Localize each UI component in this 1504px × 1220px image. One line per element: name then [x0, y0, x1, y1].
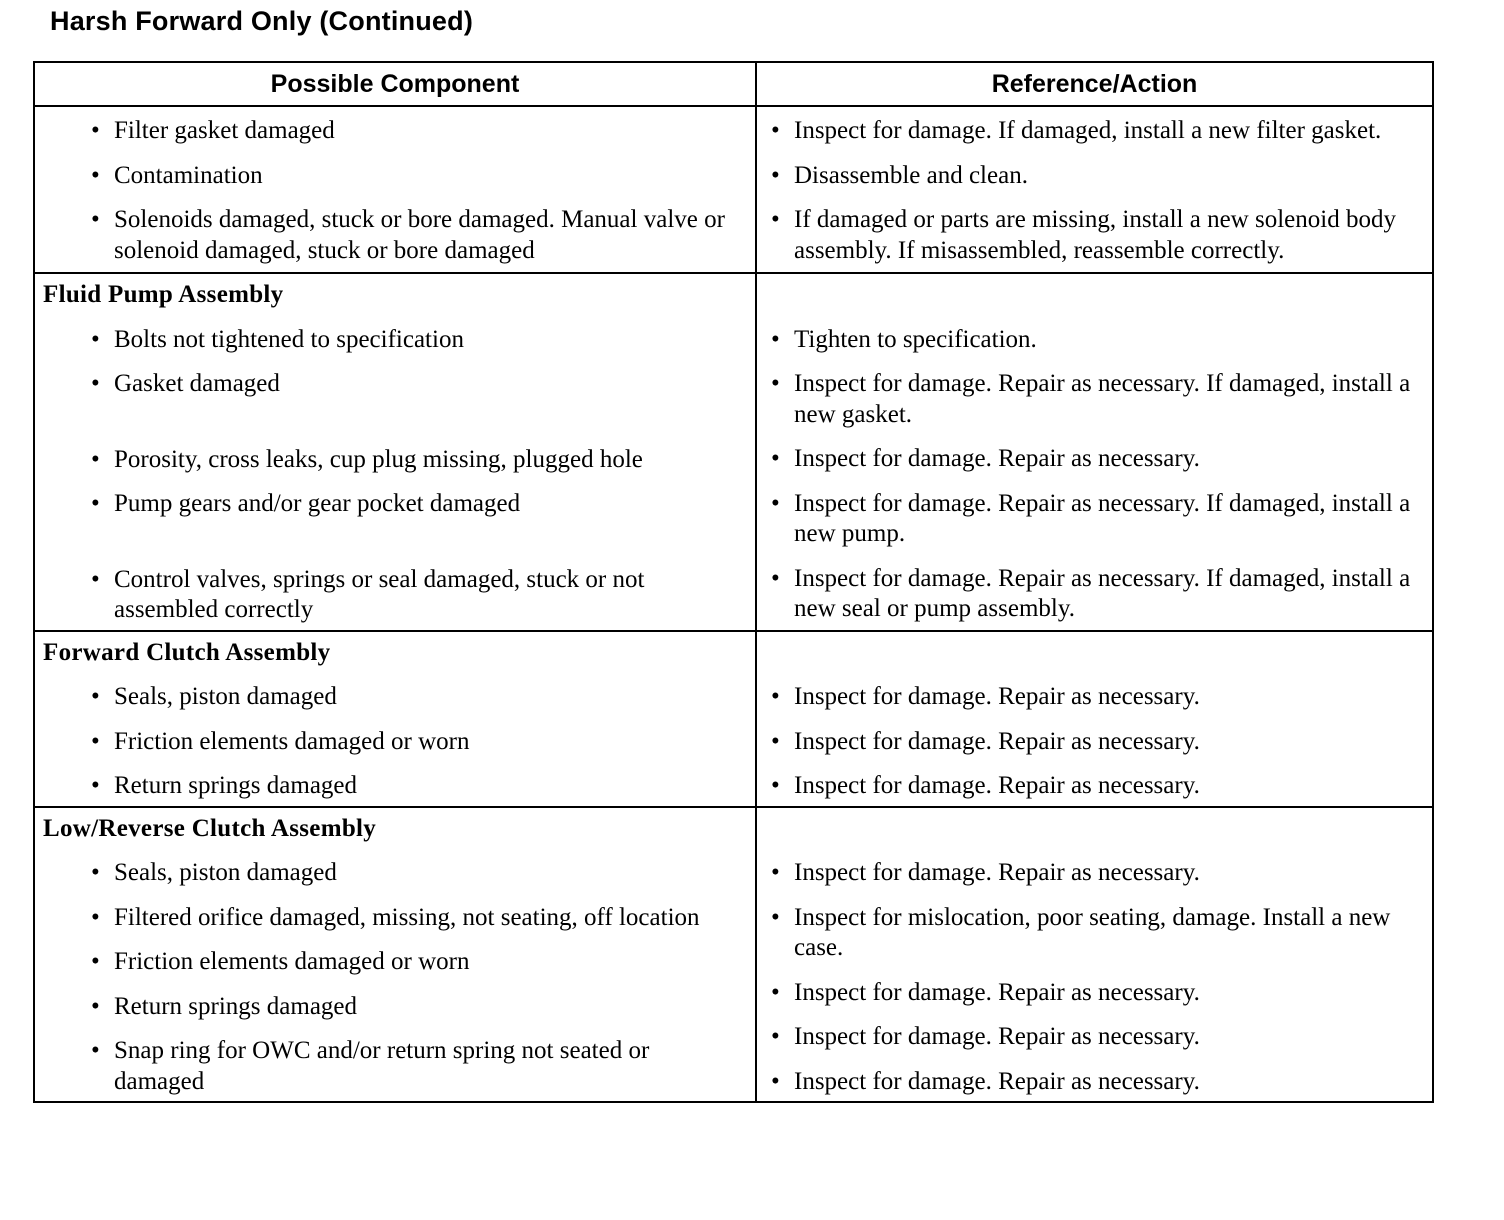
bullet-icon: •	[91, 772, 100, 799]
list-item: • Inspect for damage. Repair as necessary.	[757, 444, 1432, 475]
list-item: • Disassemble and clean.	[757, 161, 1432, 192]
column-header-component: Possible Component	[34, 62, 756, 106]
action-cell	[756, 273, 1433, 631]
bullet-icon: •	[91, 325, 100, 353]
section-heading-spacer	[757, 280, 1432, 311]
diagnosis-table	[33, 61, 1434, 1103]
bullet-icon: •	[91, 370, 100, 397]
list-item: • Inspect for damage. Repair as necessary.	[757, 858, 1432, 889]
list-item: • Return springs damaged	[35, 992, 755, 1023]
bullet-icon: •	[771, 564, 780, 592]
list-item: • Inspect for damage. Repair as necessary. If damaged, install a new gasket.	[771, 370, 1411, 428]
bullet-icon: •	[771, 727, 780, 755]
bullet-icon: •	[771, 445, 780, 472]
list-item: • Gasket damaged	[35, 369, 755, 400]
list-item: • Solenoids damaged, stuck or bore damaged. Manual valve or solenoid damaged, stuck or bore damaged	[91, 206, 725, 264]
component-cell	[34, 807, 756, 1103]
bullet-icon: •	[91, 1037, 100, 1064]
list-item: • Inspect for damage. If damaged, install a new filter gasket.	[757, 116, 1432, 147]
section-heading: Fluid Pump Assembly	[43, 281, 284, 308]
list-item: • Control valves, springs or seal damaged, stuck or not assembled correctly	[91, 565, 645, 623]
list-item: • Inspect for mislocation, poor seating, damage. Install a new case.	[771, 903, 1391, 961]
list-item: • Return springs damaged	[35, 771, 755, 802]
list-item: • Inspect for damage. Repair as necessary. If damaged, install a new seal or pump assembly.	[771, 564, 1411, 622]
list-item: • Inspect for damage. Repair as necessary. If damaged, install a new pump.	[771, 489, 1411, 547]
list-item: • Tighten to specification.	[757, 325, 1432, 356]
page-title: Harsh Forward Only (Continued)	[50, 6, 474, 36]
table-section	[34, 631, 1433, 807]
bullet-icon: •	[91, 859, 100, 886]
bullet-icon: •	[771, 903, 780, 931]
bullet-icon: •	[771, 325, 780, 353]
list-item: • Contamination	[35, 161, 755, 192]
list-item: • Porosity, cross leaks, cup plug missing, plugged hole	[35, 445, 755, 476]
bullet-icon: •	[91, 161, 100, 189]
bullet-icon: •	[91, 948, 100, 975]
bullet-icon: •	[771, 370, 780, 397]
list-item: • Friction elements damaged or worn	[35, 727, 755, 758]
list-item: • Inspect for damage. Repair as necessary.	[757, 978, 1432, 1009]
bullet-icon: •	[91, 565, 100, 593]
list-item: • Snap ring for OWC and/or return spring not seated or damaged	[91, 1037, 650, 1095]
list-item: • Bolts not tightened to specification	[35, 325, 755, 356]
table-section	[34, 807, 1433, 1103]
section-heading-spacer	[757, 638, 1432, 669]
list-item: • Seals, piston damaged	[35, 682, 755, 713]
bullet-icon: •	[91, 727, 100, 755]
bullet-icon: •	[771, 206, 780, 233]
bullet-icon: •	[771, 683, 780, 710]
list-item: • Filtered orifice damaged, missing, not seating, off location	[35, 903, 755, 934]
bullet-icon: •	[771, 161, 780, 189]
bullet-icon: •	[771, 859, 780, 886]
list-item: • Friction elements damaged or worn	[35, 947, 755, 978]
bullet-icon: •	[91, 683, 100, 710]
bullet-icon: •	[771, 489, 780, 517]
component-cell	[34, 631, 756, 807]
table-header-row	[34, 62, 1433, 106]
bullet-icon: •	[91, 903, 100, 931]
list-item: • Pump gears and/or gear pocket damaged	[35, 489, 755, 520]
bullet-icon: •	[91, 206, 100, 233]
bullet-icon: •	[771, 772, 780, 799]
bullet-icon: •	[91, 490, 100, 517]
bullet-icon: •	[771, 117, 780, 144]
action-cell	[756, 631, 1433, 807]
list-item: • Inspect for damage. Repair as necessary.	[757, 727, 1432, 758]
list-item: • Inspect for damage. Repair as necessary.	[757, 771, 1432, 802]
bullet-icon: •	[91, 117, 100, 144]
bullet-icon: •	[91, 992, 100, 1020]
bullet-icon: •	[91, 445, 100, 473]
component-cell	[34, 106, 756, 273]
list-item: • If damaged or parts are missing, install a new solenoid body assembly. If misassembled, reassemble correctly.	[771, 206, 1396, 264]
table-section	[34, 106, 1433, 273]
section-heading: Low/Reverse Clutch Assembly	[43, 814, 377, 842]
action-cell	[756, 807, 1433, 1103]
list-item: • Seals, piston damaged	[35, 858, 755, 889]
section-heading: Forward Clutch Assembly	[43, 638, 331, 666]
bullet-icon: •	[771, 978, 780, 1006]
table-section	[34, 273, 1433, 631]
column-header-action: Reference/Action	[756, 62, 1433, 106]
component-cell	[34, 273, 756, 631]
bullet-icon: •	[771, 1023, 780, 1050]
list-item: • Inspect for damage. Repair as necessary.	[757, 1067, 1432, 1098]
list-item: • Filter gasket damaged	[35, 116, 755, 147]
list-item: • Inspect for damage. Repair as necessary.	[757, 682, 1432, 713]
action-cell	[756, 106, 1433, 273]
list-item: • Inspect for damage. Repair as necessary.	[757, 1022, 1432, 1053]
bullet-icon: •	[771, 1067, 780, 1095]
section-heading-spacer	[757, 814, 1432, 845]
